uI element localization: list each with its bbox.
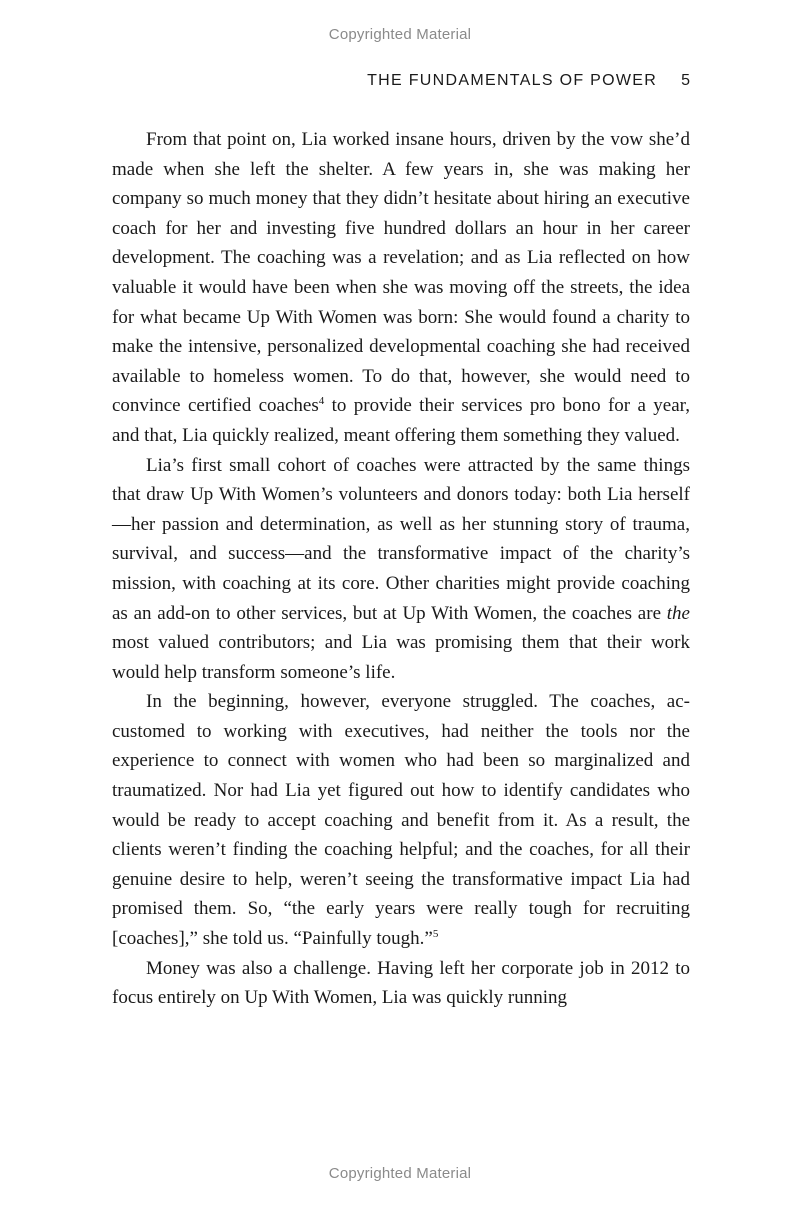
paragraph-3-text-a: In the beginning, however, everyone struggled. The coaches, accustomed to working with executives, had neither the tools nor the experience to connect with women who had been so marginalized and traumatized. Nor had Lia yet figured out how to identify candidates who would be ready to accept coaching and benefit from it. As a result, the clients weren’t finding the coaching helpful; and the coaches, for all their genuine desire to help, weren’t seeing the transformative impact Lia had promised them. So, “the early years were really tough for recruiting [coaches],” she told us. “Painfully tough.” <box>112 691 690 950</box>
paragraph-1-text-a: From that point on, Lia worked insane hours, driven by the vow she’d made when she left the shelter. A few years in, she was making her company so much money that they didn’t hesitate about hiring an executive coach for her and investing five hundred dollars an hour in her career development. The coaching was a revelation; and as Lia reflected on how valuable it would have been when she was moving off the streets, the idea for what became Up With Women was born: She would found a charity to make the intensive, personalized developmental coaching she had received available to homeless women. To do that, however, she would need to convince certified coaches <box>112 129 690 417</box>
copyright-watermark-top: Copyrighted Material <box>328 26 472 43</box>
running-header <box>112 72 690 90</box>
paragraph-3 <box>112 687 690 953</box>
paragraph-1 <box>112 125 690 451</box>
footnote-marker-4: 4 <box>318 395 325 408</box>
paragraph-1-text-b: to provide their services pro bono for a year, and that, Lia quickly realized, meant offering them something they valued. <box>112 395 690 446</box>
paragraph-2 <box>112 451 690 688</box>
paragraph-2-text-b: most valued contributors; and Lia was promising them that their work would help transform someone’s life. <box>112 632 690 683</box>
body-text <box>112 125 690 1013</box>
footnote-marker-5: 5 <box>432 928 439 941</box>
paragraph-2-text-a: Lia’s first small cohort of coaches were attracted by the same things that draw Up With Women’s volunteers and donors today: both Lia herself—her passion and determination, as well as her stunning story of trauma, survival, and success—and the transformative impact of the charity’s mission, with coaching at its core. Other charities might provide coaching as an add-on to other services, but at Up With Women, the coaches are <box>112 454 690 624</box>
paragraph-2-emphasis: the <box>666 602 690 624</box>
paragraph-4 <box>112 954 690 1013</box>
copyright-watermark-bottom: Copyrighted Material <box>328 1165 472 1182</box>
running-title: THE FUNDAMENTALS OF POWER <box>367 72 658 89</box>
page-number: 5 <box>681 72 690 89</box>
paragraph-4-text-a: Money was also a challenge. Having left her corporate job in 2012 to focus entirely on Up With Women, Lia was quickly running <box>112 957 690 1009</box>
